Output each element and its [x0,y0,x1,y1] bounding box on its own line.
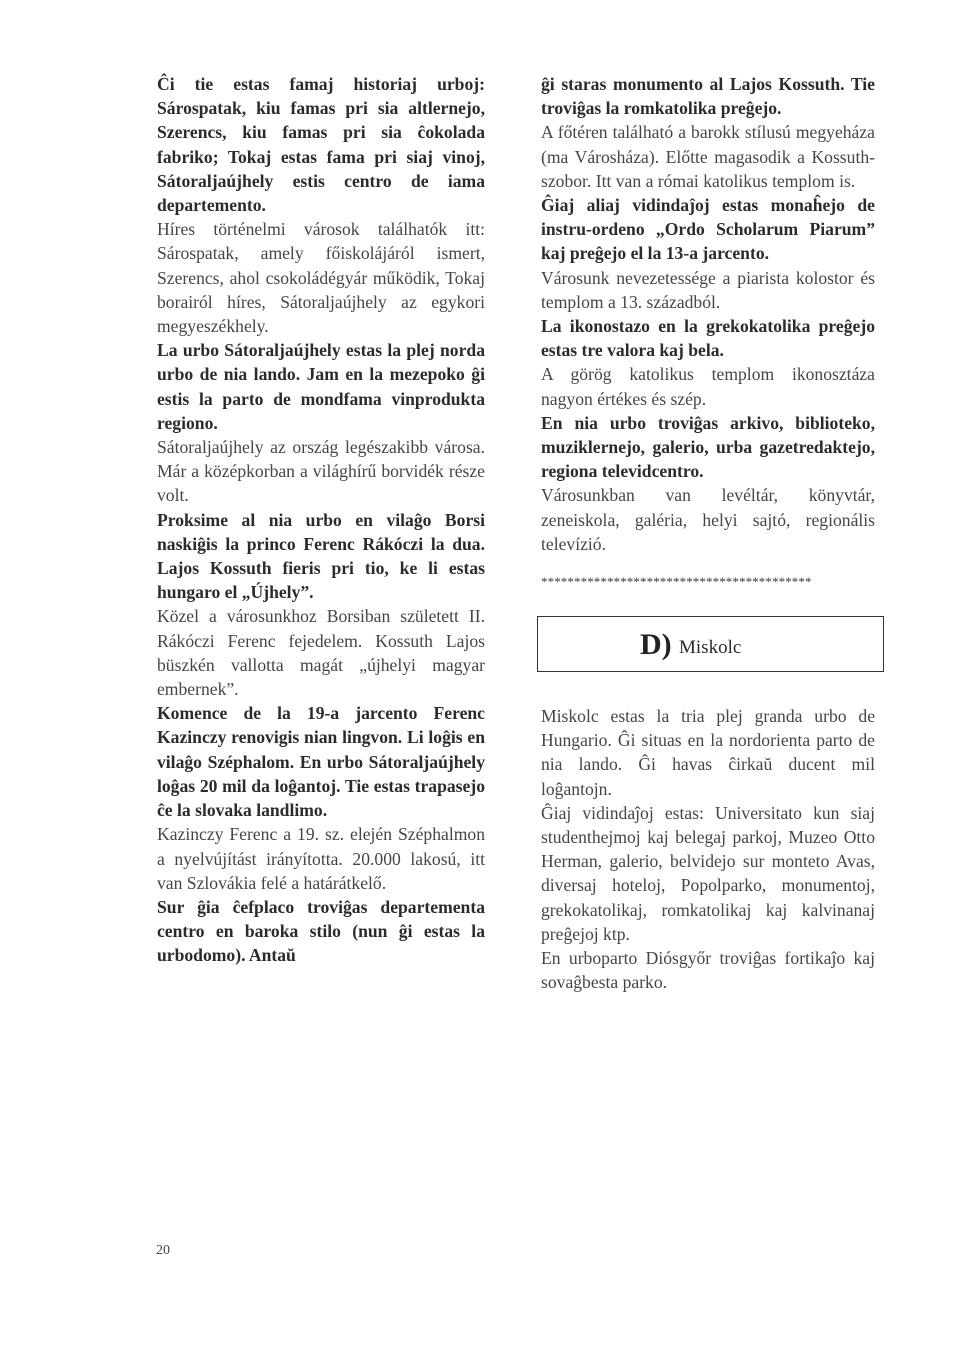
paragraph-hungarian: Városunk nevezetessége a piarista kolostor és templom a 13. századból. [541,267,875,312]
page-number: 20 [156,1243,170,1258]
paragraph-esperanto: La ikonostazo en la grekokatolika preĝejo estas tre valora kaj bela. [541,316,875,361]
right-column [541,72,875,995]
paragraph-hungarian: Híres történelmi városok találhatók itt: Sárospatak, amely főiskolájáról ismert, Szerencs, ahol csokoládégyár működik, Tokaj borairól híres, Sátoraljaújhely az egykori megyeszékhely. [157,219,485,337]
paragraph-esperanto: Ĝiaj aliaj vidindaĵoj estas monaĥejo de instru-ordeno „Ordo Scholarum Piarum” kaj preĝejo el la 13-a jarcento. [541,195,875,264]
paragraph-hungarian: Közel a városunkhoz Borsiban született II. Rákóczi Ferenc fejedelem. Kossuth Lajos büszkén vallotta magát „újhelyi magyar embernek”. [157,606,485,700]
paragraph-hungarian: Sátoraljaújhely az ország legészakibb városa. Már a középkorban a világhírű borvidék része volt. [157,437,485,506]
paragraph-hungarian: Kazinczy Ferenc a 19. sz. elején Széphalmon a nyelvújítást irányította. 20.000 lakosú, itt van Szlovákia felé a határátkelő. [157,824,485,893]
paragraph-esperanto: Komence de la 19-a jarcento Ferenc Kazinczy renovigis nian lingvon. Li loĝis en vilaĝo Széphalom. En urbo Sátoraljaújhely loĝas 20 mil da loĝantoj. Tie estas trapasejo ĉe la slovaka landlimo. [157,703,485,821]
paragraph-hungarian: A görög katolikus templom ikonosztáza nagyon értékes és szép. [541,364,875,409]
paragraph-esperanto: La urbo Sátoraljaújhely estas la plej norda urbo de nia lando. Jam en la mezepoko ĝi estis la parto de mondfama vinprodukta regiono. [157,340,485,433]
paragraph-hungarian: Városunkban van levéltár, könyvtár, zeneiskola, galéria, helyi sajtó, regionális televízió. [541,485,875,554]
section-title: Miskolc [679,637,742,659]
paragraph-text: En urboparto Diósgyőr troviĝas fortikaĵo kaj sovaĝbesta parko. [541,948,875,993]
paragraph-text: Miskolc estas la tria plej granda urbo de Hungario. Ĝi situas en la nordorienta parto de nia lando. Ĝi havas ĉirkaŭ ducent mil loĝantojn. [541,706,875,799]
paragraph-esperanto: En nia urbo troviĝas arkivo, biblioteko, muziklernejo, galerio, urba gazetredaktejo, regiona televidcentro. [541,412,875,482]
paragraph-text: Ĝiaj vidindaĵoj estas: Universitato kun siaj studenthejmoj kaj belegaj parkoj, Muzeo Otto Herman, galerio, belvidejo sur monteto Avas, diversaj hoteloj, Popolparko, monumentoj, grekokatolikaj, romkatolikaj kaj kalvinanaj preĝejoj ktp. [541,802,875,944]
paragraph-esperanto: Sur ĝia ĉefplaco troviĝas departementa centro en baroka stilo (nun ĝi estas la urbodomo). Antaŭ [157,896,485,966]
paragraph-esperanto: Proksime al nia urbo en vilaĝo Borsi naskiĝis la princo Ferenc Rákóczi la dua. Lajos Kossuth fieris pri tio, ke li estas hungaro el „Újhely”. [157,509,485,603]
asterisk-separator: ***************************************** [541,574,812,590]
paragraph-esperanto: Ĉi tie estas famaj historiaj urboj: Sárospatak, kiu famas pri sia altlernejo, Szerencs, kiu famas pri sia ĉokolada fabriko; Tokaj estas fama pri siaj vinoj, Sátoraljaújhely estis centro de iama departemento. [157,74,485,216]
section-heading-box [537,616,884,672]
section-letter: D) [640,628,672,662]
left-column [157,72,485,968]
paragraph-hungarian: A főtéren található a barokk stílusú megyeháza (ma Városháza). Előtte magasodik a Kossuth-szobor. Itt van a római katolikus templom is. [541,122,875,191]
paragraph-esperanto: ĝi staras monumento al Lajos Kossuth. Tie troviĝas la romkatolika preĝejo. [541,74,875,119]
